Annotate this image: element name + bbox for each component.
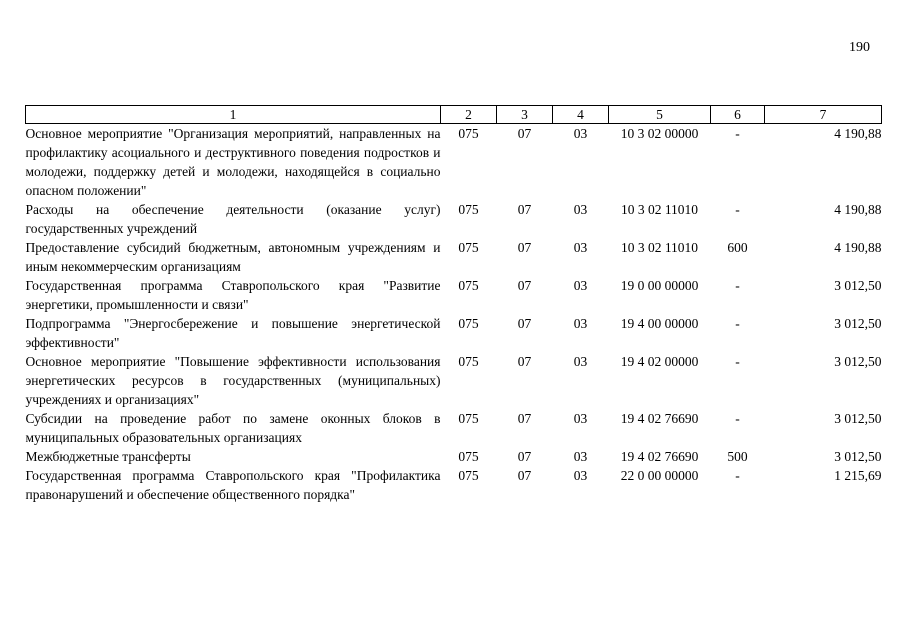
target-article-code: 19 4 02 00000 (620, 354, 699, 369)
subsection-code: 03 (573, 240, 588, 255)
table-row (26, 409, 882, 447)
table-row (26, 314, 882, 352)
column-header: 1 (26, 106, 441, 124)
table-row (26, 124, 882, 201)
subsection-code: 03 (573, 411, 588, 426)
ministry-code: 075 (458, 278, 479, 293)
row-description: Подпрограмма "Энергосбережение и повышение энергетической эффективности" (25, 316, 441, 350)
section-code: 07 (517, 240, 532, 255)
expense-type-code: - (735, 411, 740, 426)
row-description: Государственная программа Ставропольского края "Профилактика правонарушений и обеспечение общественного порядка" (25, 468, 441, 502)
amount: 1 215,69 (834, 468, 882, 483)
subsection-code: 03 (573, 449, 588, 464)
row-description: Основное мероприятие "Организация мероприятий, направленных на профилактику асоциального и деструктивного поведения подростков и молодежи, поддержку детей и молодежи, находящейся в социально опасном положении" (25, 126, 441, 198)
row-description: Предоставление субсидий бюджетным, автономным учреждениям и иным некоммерческим организациям (25, 240, 441, 274)
section-code: 07 (517, 468, 532, 483)
ministry-code: 075 (458, 449, 479, 464)
amount: 4 190,88 (834, 126, 882, 141)
column-header: 4 (553, 106, 609, 124)
target-article-code: 22 0 00 00000 (620, 468, 699, 483)
expense-type-code: - (735, 468, 740, 483)
expense-type-code: 500 (727, 449, 748, 464)
target-article-code: 10 3 02 00000 (620, 126, 699, 141)
expense-type-code: - (735, 278, 740, 293)
section-code: 07 (517, 354, 532, 369)
subsection-code: 03 (573, 354, 588, 369)
budget-table (25, 105, 882, 504)
column-header: 3 (497, 106, 553, 124)
section-code: 07 (517, 449, 532, 464)
target-article-code: 19 4 02 76690 (620, 449, 699, 464)
page-number: 190 (849, 40, 870, 55)
row-description: Расходы на обеспечение деятельности (оказание услуг) государственных учреждений (25, 202, 441, 236)
header-row (26, 106, 882, 124)
expense-type-code: - (735, 126, 740, 141)
amount: 3 012,50 (834, 316, 882, 331)
column-header: 6 (711, 106, 765, 124)
table-row (26, 466, 882, 504)
table-row (26, 352, 882, 409)
section-code: 07 (517, 126, 532, 141)
target-article-code: 10 3 02 11010 (620, 240, 699, 255)
table-row (26, 276, 882, 314)
table-row (26, 238, 882, 276)
table-row (26, 447, 882, 466)
table-row (26, 200, 882, 238)
column-header: 7 (765, 106, 882, 124)
section-code: 07 (517, 411, 532, 426)
target-article-code: 19 4 00 00000 (620, 316, 699, 331)
section-code: 07 (517, 202, 532, 217)
ministry-code: 075 (458, 202, 479, 217)
section-code: 07 (517, 278, 532, 293)
ministry-code: 075 (458, 354, 479, 369)
subsection-code: 03 (573, 468, 588, 483)
subsection-code: 03 (573, 278, 588, 293)
row-description: Государственная программа Ставропольского края "Развитие энергетики, промышленности и связи" (25, 278, 441, 312)
row-description: Субсидии на проведение работ по замене оконных блоков в муниципальных образовательных организациях (25, 411, 441, 445)
ministry-code: 075 (458, 316, 479, 331)
expense-type-code: - (735, 202, 740, 217)
row-description: Основное мероприятие "Повышение эффективности использования энергетических ресурсов в государственных (муниципальных) учреждениях и организациях" (25, 354, 441, 407)
amount: 3 012,50 (834, 278, 882, 293)
column-header: 5 (609, 106, 711, 124)
ministry-code: 075 (458, 468, 479, 483)
column-header: 2 (441, 106, 497, 124)
amount: 3 012,50 (834, 449, 882, 464)
subsection-code: 03 (573, 316, 588, 331)
target-article-code: 19 0 00 00000 (620, 278, 699, 293)
ministry-code: 075 (458, 411, 479, 426)
subsection-code: 03 (573, 202, 588, 217)
amount: 4 190,88 (834, 202, 882, 217)
ministry-code: 075 (458, 240, 479, 255)
section-code: 07 (517, 316, 532, 331)
amount: 3 012,50 (834, 411, 882, 426)
row-description: Межбюджетные трансферты (25, 449, 191, 464)
ministry-code: 075 (458, 126, 479, 141)
target-article-code: 19 4 02 76690 (620, 411, 699, 426)
expense-type-code: 600 (727, 240, 748, 255)
subsection-code: 03 (573, 126, 588, 141)
expense-type-code: - (735, 316, 740, 331)
amount: 4 190,88 (834, 240, 882, 255)
amount: 3 012,50 (834, 354, 882, 369)
expense-type-code: - (735, 354, 740, 369)
target-article-code: 10 3 02 11010 (620, 202, 699, 217)
